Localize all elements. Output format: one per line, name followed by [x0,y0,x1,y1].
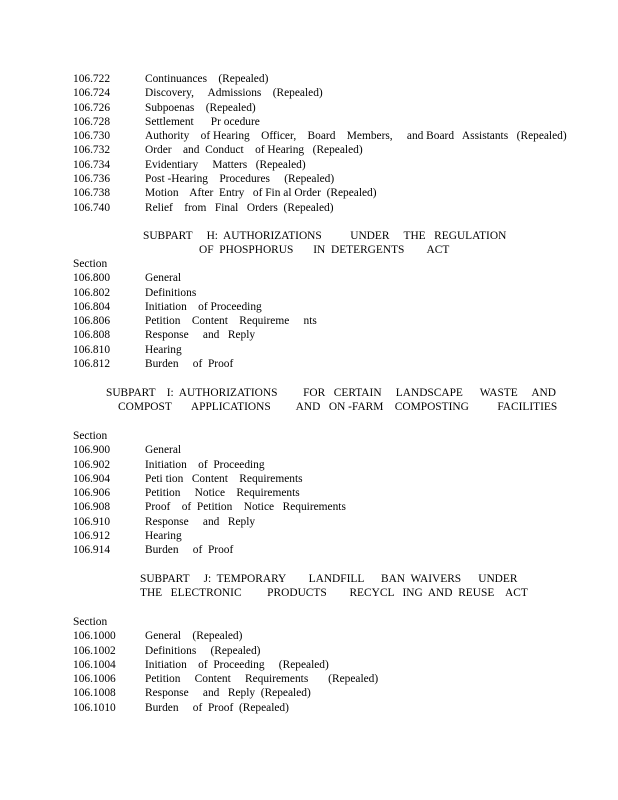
toc-entry [73,357,593,371]
section-title: Motion After Entry of Fin al Order (Repealed) [145,187,377,200]
section-title: Burden of Proof [145,544,234,557]
toc-entry [73,629,593,643]
section-number: 106.810 [73,343,111,356]
subpart-j-sections [73,615,593,715]
toc-entry [73,472,593,486]
section-number: 106.722 [73,73,111,85]
section-label: Section [73,258,108,270]
toc-entry [73,515,593,529]
section-number: 106.1000 [73,630,116,643]
section-title: Definitions [145,286,197,299]
section-title: Evidentiary Matters (Repealed) [145,158,306,171]
repealed-sections-list [73,72,593,215]
toc-entry [73,658,593,672]
toc-entry [73,529,593,543]
subpart-h-heading-line2: OF PHOSPHORUS IN DETERGENTS ACT [199,244,450,256]
section-title: Initiation of Proceeding (Repealed) [145,658,329,671]
section-title: Petition Content Requirements (Repealed) [145,673,379,686]
toc-entry [73,158,593,172]
section-title: Authority of Hearing Officer, Board Members, and Board Assistants (Repealed) [145,130,567,143]
toc-entry [73,686,593,700]
toc-entry [73,500,593,514]
section-title: Initiation of Proceeding [145,458,265,471]
section-number: 106.738 [73,187,111,200]
section-number: 106.1010 [73,701,116,714]
section-title: Burden of Proof [145,358,234,371]
section-title: General [145,444,182,457]
section-title: Proof of Petition Notice Requirements [145,501,346,514]
section-title: Subpoenas (Repealed) [145,101,256,114]
section-number: 106.908 [73,501,111,514]
section-number: 106.806 [73,315,111,328]
subpart-j-heading-line1: SUBPART J: TEMPORARY LANDFILL BAN WAIVERS UNDER [140,573,518,585]
section-title: Peti tion Content Requirements [145,472,303,485]
section-number: 106.902 [73,458,111,471]
toc-entry [73,543,593,557]
section-title: Response and Reply [145,329,256,342]
section-title: Petition Content Requireme nts [145,315,317,328]
toc-entry [73,286,593,300]
section-number: 106.730 [73,130,111,143]
section-title: Definitions (Repealed) [145,644,261,657]
toc-entry [73,644,593,658]
section-title: Petition Notice Requirements [145,487,300,500]
section-number: 106.728 [73,115,111,128]
toc-entry [73,343,593,357]
section-number: 106.1006 [73,673,116,686]
section-title: Hearing [145,530,182,543]
toc-entry [73,271,593,285]
toc-entry [73,186,593,200]
subpart-i-heading-line2: COMPOST APPLICATIONS AND ON -FARM COMPOSTING FACILITIES [118,401,558,413]
section-title: Burden of Proof (Repealed) [145,701,289,714]
section-number: 106.904 [73,472,111,485]
toc-entry [73,129,593,143]
section-number: 106.812 [73,358,111,371]
subpart-h-sections [73,257,593,371]
subpart-j-heading-line2: THE ELECTRONIC PRODUCTS RECYCL ING AND REUSE ACT [140,587,528,599]
section-title: Response and Reply (Repealed) [145,687,311,700]
toc-entry [73,172,593,186]
toc-entry [73,101,593,115]
toc-entry [73,672,593,686]
section-number: 106.732 [73,144,111,157]
toc-entry [73,328,593,342]
section-label: Section [73,430,108,442]
section-number: 106.726 [73,101,111,114]
section-number: 106.802 [73,286,111,299]
section-number: 106.910 [73,515,111,528]
subpart-i-sections [73,429,593,558]
section-number: 106.808 [73,329,111,342]
section-title: General [145,272,182,285]
section-label: Section [73,616,108,628]
section-number: 106.912 [73,530,111,543]
section-number: 106.800 [73,272,111,285]
section-number: 106.906 [73,487,111,500]
toc-entry [73,701,593,715]
section-number: 106.1004 [73,658,116,671]
subpart-h-heading-line1: SUBPART H: AUTHORIZATIONS UNDER THE REGULATION [143,230,507,242]
section-number: 106.914 [73,544,111,557]
section-title: Initiation of Proceeding [145,300,262,313]
toc-entry [73,72,593,86]
section-number: 106.1008 [73,687,116,700]
toc-entry [73,443,593,457]
section-number: 106.900 [73,444,111,457]
toc-entry [73,300,593,314]
section-number: 106.804 [73,300,111,313]
section-title: Discovery, Admissions (Repealed) [145,87,323,100]
toc-entry [73,458,593,472]
toc-entry [73,314,593,328]
toc-entry [73,143,593,157]
toc-entry [73,201,593,215]
section-number: 106.740 [73,201,111,214]
section-number: 106.734 [73,158,111,171]
section-title: General (Repealed) [145,630,243,643]
subpart-i-heading-line1: SUBPART I: AUTHORIZATIONS FOR CERTAIN LANDSCAPE WASTE AND [106,387,557,399]
section-title: Response and Reply [145,515,256,528]
toc-entry [73,486,593,500]
section-title: Relief from Final Orders (Repealed) [145,201,334,214]
section-title: Continuances (Repealed) [145,73,269,85]
toc-entry [73,86,593,100]
section-number: 106.1002 [73,644,116,657]
section-number: 106.736 [73,173,111,186]
section-title: Hearing [145,343,182,356]
section-title: Order and Conduct of Hearing (Repealed) [145,144,363,157]
section-number: 106.724 [73,87,111,100]
section-title: Settlement Pr ocedure [145,115,260,128]
section-title: Post -Hearing Procedures (Repealed) [145,173,335,186]
toc-entry [73,115,593,129]
